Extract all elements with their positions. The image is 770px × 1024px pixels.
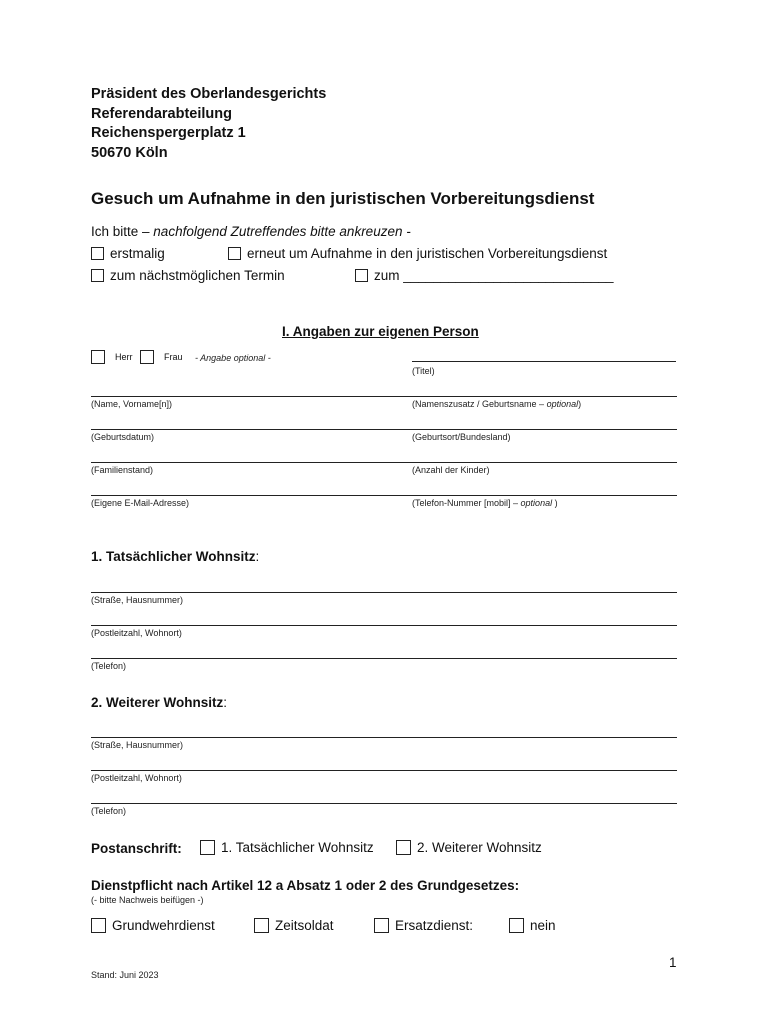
option-herr[interactable] <box>91 350 133 364</box>
residence1-telefon-field[interactable] <box>91 658 677 659</box>
residence1-telefon-caption: (Telefon) <box>91 661 127 671</box>
residence2-strasse-caption: (Straße, Hausnummer) <box>91 740 184 750</box>
option-herr-label: Herr <box>115 352 133 362</box>
checkbox-postanschrift-2[interactable] <box>396 840 411 855</box>
familienstand-field[interactable] <box>91 462 677 463</box>
name-field[interactable] <box>91 396 677 397</box>
postanschrift-option-2-label: 2. Weiterer Wohnsitz <box>417 840 542 855</box>
dienst-option-grundwehrdienst[interactable] <box>91 918 215 933</box>
intro-text <box>91 224 411 239</box>
postanschrift-option-1[interactable] <box>200 840 374 855</box>
option-frau[interactable] <box>140 350 183 364</box>
option-erneut-label: erneut um Aufnahme in den juristischen Vorbereitungsdienst <box>247 246 608 261</box>
residence1-heading: 1. Tatsächlicher Wohnsitz: <box>91 549 260 564</box>
residence2-heading: 2. Weiterer Wohnsitz: <box>91 695 228 710</box>
email-caption: (Eigene E-Mail-Adresse) <box>91 498 190 508</box>
residence2-plz-field[interactable] <box>91 770 677 771</box>
geburtsort-caption: (Geburtsort/Bundesland) <box>412 432 511 442</box>
familienstand-caption: (Familienstand) <box>91 465 154 475</box>
residence1-plz-field[interactable] <box>91 625 677 626</box>
option-erneut[interactable] <box>228 246 607 261</box>
residence2-strasse-field[interactable] <box>91 737 677 738</box>
postanschrift-label: Postanschrift: <box>91 841 182 856</box>
intro-prefix: Ich bitte – <box>91 224 154 239</box>
option-erstmalig[interactable] <box>91 246 165 261</box>
residence1-plz-caption: (Postleitzahl, Wohnort) <box>91 628 182 638</box>
recipient-address <box>91 85 326 163</box>
checkbox-nein[interactable] <box>509 918 524 933</box>
telefon-mobil-caption: (Telefon-Nummer [mobil] – optional ) <box>412 498 558 508</box>
checkbox-postanschrift-1[interactable] <box>200 840 215 855</box>
dienst-option-grundwehrdienst-label: Grundwehrdienst <box>112 918 215 933</box>
checkbox-herr[interactable] <box>91 350 105 364</box>
geburtsdatum-caption: (Geburtsdatum) <box>91 432 155 442</box>
checkbox-erstmalig[interactable] <box>91 247 104 260</box>
checkbox-ersatzdienst[interactable] <box>374 918 389 933</box>
residence2-plz-caption: (Postleitzahl, Wohnort) <box>91 773 182 783</box>
checkbox-zeitsoldat[interactable] <box>254 918 269 933</box>
checkbox-frau[interactable] <box>140 350 154 364</box>
section-personal-heading: I. Angaben zur eigenen Person <box>282 324 479 339</box>
checkbox-zum-termin[interactable] <box>355 269 368 282</box>
option-naechstmoeglich[interactable] <box>91 268 285 283</box>
checkbox-naechstmoeglich[interactable] <box>91 269 104 282</box>
postanschrift-option-2[interactable] <box>396 840 542 855</box>
dienst-option-zeitsoldat[interactable] <box>254 918 334 933</box>
residence1-strasse-caption: (Straße, Hausnummer) <box>91 595 184 605</box>
residence2-telefon-field[interactable] <box>91 803 677 804</box>
intro-instruction: nachfolgend Zutreffendes bitte ankreuzen - <box>153 224 411 239</box>
geburtsdatum-field[interactable] <box>91 429 677 430</box>
dienst-option-nein[interactable] <box>509 918 556 933</box>
residence1-strasse-field[interactable] <box>91 592 677 593</box>
page-number: 1 <box>669 955 677 970</box>
checkbox-erneut[interactable] <box>228 247 241 260</box>
titel-field[interactable] <box>412 361 676 362</box>
dienstpflicht-note: (- bitte Nachweis beifügen -) <box>91 895 204 905</box>
option-zum-termin[interactable] <box>355 268 613 283</box>
option-frau-label: Frau <box>164 352 183 362</box>
titel-caption: (Titel) <box>412 366 435 376</box>
address-line-4: 50670 Köln <box>91 144 168 161</box>
salutation-optional-note: - Angabe optional - <box>195 353 271 363</box>
checkbox-grundwehrdienst[interactable] <box>91 918 106 933</box>
address-line-3: Reichenspergerplatz 1 <box>91 125 246 141</box>
residence2-telefon-caption: (Telefon) <box>91 806 127 816</box>
address-line-2: Referendarabteilung <box>91 105 232 122</box>
kinder-caption: (Anzahl der Kinder) <box>412 465 490 475</box>
option-erstmalig-label: erstmalig <box>110 246 165 261</box>
dienst-option-ersatzdienst[interactable] <box>374 918 473 933</box>
dienst-option-ersatzdienst-label: Ersatzdienst: <box>395 918 474 933</box>
dienst-option-zeitsoldat-label: Zeitsoldat <box>275 918 334 933</box>
postanschrift-option-1-label: 1. Tatsächlicher Wohnsitz <box>221 840 374 855</box>
dienst-option-nein-label: nein <box>530 918 556 933</box>
email-field[interactable] <box>91 495 677 496</box>
address-line-1: Präsident des Oberlandesgerichts <box>91 86 327 102</box>
dienstpflicht-heading: Dienstpflicht nach Artikel 12 a Absatz 1 oder 2 des Grundgesetzes: <box>91 878 520 893</box>
stand-date: Stand: Juni 2023 <box>91 970 159 980</box>
name-caption: (Name, Vorname[n]) <box>91 399 173 409</box>
option-naechstmoeglich-label: zum nächstmöglichen Termin <box>110 268 285 283</box>
namenszusatz-caption: (Namenszusatz / Geburtsname – optional) <box>412 399 582 409</box>
option-zum-termin-label: zum ____________________________ <box>374 268 614 283</box>
document-title: Gesuch um Aufnahme in den juristischen Vorbereitungsdienst <box>91 189 595 208</box>
